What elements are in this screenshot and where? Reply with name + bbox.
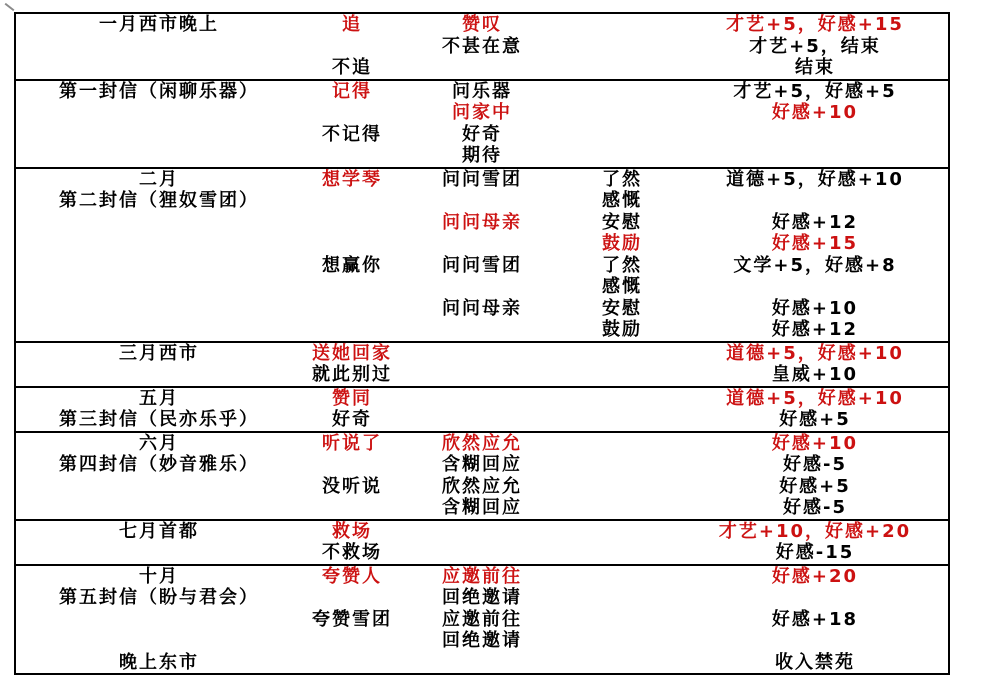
cell-choice1: 没听说 xyxy=(322,475,382,497)
cell-choice2: 欣然应允 xyxy=(442,475,522,497)
cell-choice2: 问乐器 xyxy=(452,80,512,102)
table-row xyxy=(16,454,948,476)
cell-choice3: 安慰 xyxy=(602,211,642,233)
cell-choice3: 感慨 xyxy=(602,190,642,211)
cell-outcome: 好感+12 xyxy=(771,319,859,340)
cell-choice2: 不甚在意 xyxy=(442,35,522,57)
cell-event: 六月 xyxy=(139,432,179,454)
cell-outcome: 好感+20 xyxy=(771,565,859,587)
cell-choice3: 安慰 xyxy=(602,297,642,319)
table-row xyxy=(16,212,948,234)
cell-choice3: 鼓励 xyxy=(602,319,642,340)
cell-choice2: 问问雪团 xyxy=(442,254,522,276)
cell-choice2: 应邀前往 xyxy=(442,608,522,630)
cell-event: 第一封信（闲聊乐器） xyxy=(59,80,259,102)
cell-choice1: 不记得 xyxy=(322,123,382,145)
table-row xyxy=(16,609,948,631)
cell-choice2: 含糊回应 xyxy=(442,497,522,518)
cell-choice2: 欣然应允 xyxy=(442,432,522,454)
cell-event: 第五封信（盼与君会） xyxy=(59,587,259,608)
table-row xyxy=(16,36,948,58)
table-row xyxy=(16,14,948,36)
table-row xyxy=(16,145,948,167)
cell-event: 第二封信（狸奴雪团） xyxy=(59,190,259,211)
table-row xyxy=(16,476,948,498)
table-row xyxy=(16,57,948,79)
table-row xyxy=(16,364,948,386)
cell-choice2: 回绝邀请 xyxy=(442,630,522,651)
table-section xyxy=(16,79,948,167)
cell-choice2: 问问雪团 xyxy=(442,168,522,190)
cell-choice1: 赞同 xyxy=(332,387,372,409)
cell-outcome: 好感-5 xyxy=(783,454,847,475)
cell-outcome: 才艺+5，好感+15 xyxy=(726,14,904,35)
cell-choice3: 鼓励 xyxy=(602,233,642,254)
table-section xyxy=(16,14,948,79)
cell-choice2: 好奇 xyxy=(462,123,502,145)
cell-outcome: 好感+15 xyxy=(771,233,859,254)
cell-choice1: 记得 xyxy=(332,80,372,102)
table-section xyxy=(16,564,948,674)
cell-choice2: 问问母亲 xyxy=(442,211,522,233)
cell-choice3: 了然 xyxy=(602,254,642,276)
table-row xyxy=(16,566,948,588)
cell-event: 五月 xyxy=(139,387,179,409)
cell-choice1: 好奇 xyxy=(332,409,372,430)
cell-outcome: 好感+5 xyxy=(779,409,851,430)
cell-outcome: 结束 xyxy=(795,57,835,78)
cell-choice3: 感慨 xyxy=(602,276,642,297)
table-row xyxy=(16,233,948,255)
cell-event: 三月西市 xyxy=(119,342,199,364)
cell-event: 晚上东市 xyxy=(119,651,199,673)
table-row xyxy=(16,542,948,564)
table-row xyxy=(16,630,948,652)
cell-choice2: 问问母亲 xyxy=(442,297,522,319)
walkthrough-table xyxy=(14,12,950,675)
table-row xyxy=(16,276,948,298)
cell-choice1: 追 xyxy=(342,14,362,35)
cell-choice2: 回绝邀请 xyxy=(442,587,522,608)
cell-choice2: 问家中 xyxy=(452,102,512,123)
table-row xyxy=(16,521,948,543)
table-section xyxy=(16,431,948,519)
cell-outcome: 好感+10 xyxy=(771,432,859,454)
cell-choice2: 赞叹 xyxy=(462,14,502,35)
cell-choice1: 救场 xyxy=(332,520,372,542)
cell-outcome: 才艺+10，好感+20 xyxy=(718,520,912,542)
cell-choice1: 就此别过 xyxy=(312,364,392,385)
cell-outcome: 才艺+5，好感+5 xyxy=(733,80,897,102)
table-row xyxy=(16,409,948,431)
cell-choice3: 了然 xyxy=(602,168,642,190)
table-row xyxy=(16,81,948,103)
table-row xyxy=(16,124,948,146)
cell-event: 第三封信（民亦乐乎） xyxy=(59,409,259,430)
table-row xyxy=(16,319,948,341)
cell-choice2: 期待 xyxy=(462,145,502,166)
cell-outcome: 好感+10 xyxy=(771,297,859,319)
cell-choice1: 不救场 xyxy=(322,542,382,563)
table-row xyxy=(16,587,948,609)
cell-event: 十月 xyxy=(139,565,179,587)
cell-event: 第四封信（妙音雅乐） xyxy=(59,454,259,475)
scan-artifact-mark xyxy=(5,3,15,11)
cell-choice2: 含糊回应 xyxy=(442,454,522,475)
cell-choice1: 听说了 xyxy=(322,432,382,454)
cell-event: 七月首都 xyxy=(119,520,199,542)
table-row xyxy=(16,102,948,124)
cell-choice1: 夸赞人 xyxy=(322,565,382,587)
table-row xyxy=(16,255,948,277)
cell-outcome: 好感-15 xyxy=(775,542,855,563)
cell-outcome: 道德+5，好感+10 xyxy=(726,387,904,409)
cell-outcome: 好感-5 xyxy=(783,497,847,518)
table-row xyxy=(16,652,948,674)
table-row xyxy=(16,388,948,410)
cell-choice1: 想学琴 xyxy=(322,168,382,190)
table-row xyxy=(16,343,948,365)
table-section xyxy=(16,341,948,386)
cell-choice1: 想赢你 xyxy=(322,254,382,276)
cell-outcome: 好感+10 xyxy=(771,102,859,123)
cell-outcome: 好感+5 xyxy=(779,475,851,497)
cell-event: 二月 xyxy=(139,168,179,190)
cell-choice1: 夸赞雪团 xyxy=(312,608,392,630)
table-section xyxy=(16,167,948,341)
table-row xyxy=(16,497,948,519)
table-row xyxy=(16,433,948,455)
table-row xyxy=(16,169,948,191)
table-section xyxy=(16,386,948,431)
cell-outcome: 皇威+10 xyxy=(771,364,859,385)
cell-outcome: 好感+18 xyxy=(771,608,859,630)
cell-outcome: 才艺+5，结束 xyxy=(749,35,881,57)
cell-outcome: 收入禁苑 xyxy=(775,651,855,673)
cell-outcome: 文学+5，好感+8 xyxy=(733,254,897,276)
table-section xyxy=(16,519,948,564)
table-row xyxy=(16,190,948,212)
cell-outcome: 道德+5，好感+10 xyxy=(726,342,904,364)
cell-choice2: 应邀前往 xyxy=(442,565,522,587)
cell-choice1: 送她回家 xyxy=(312,342,392,364)
cell-outcome: 道德+5，好感+10 xyxy=(726,168,904,190)
cell-event: 一月西市晚上 xyxy=(99,14,219,35)
cell-outcome: 好感+12 xyxy=(771,211,859,233)
table-row xyxy=(16,298,948,320)
cell-choice1: 不追 xyxy=(332,57,372,78)
